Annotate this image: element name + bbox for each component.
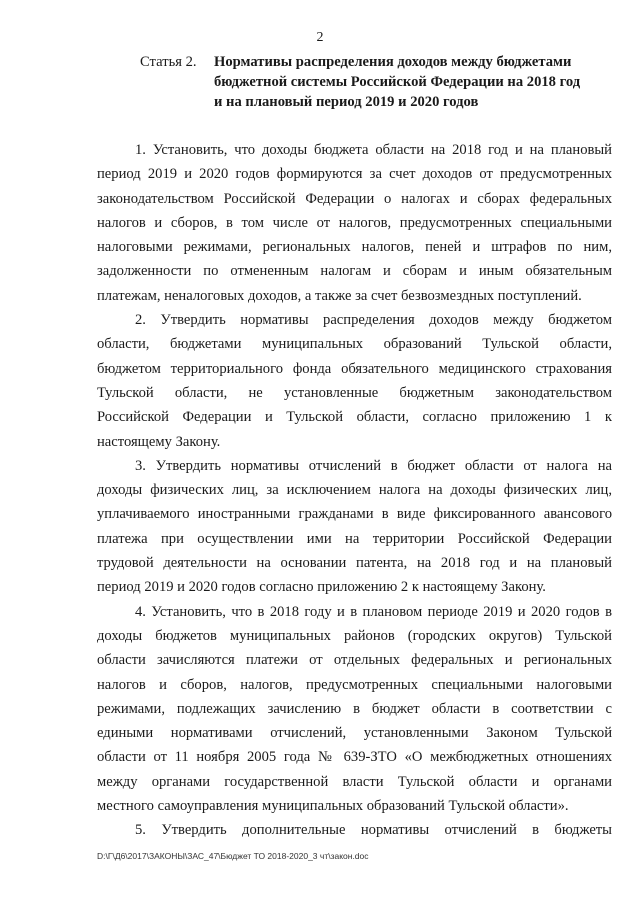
text-line: уплачиваемого иностранными гражданами в виде фиксированного авансового bbox=[97, 506, 612, 523]
text-line: бюджетом территориального фонда обязательного медицинского страхования bbox=[97, 360, 612, 377]
text-line: трудовой деятельности на основании патента, на 2018 год и на плановый bbox=[97, 555, 612, 572]
page-number: 2 bbox=[316, 30, 324, 45]
text-line: 4. Установить, что в 2018 году и в плановом периоде 2019 и 2020 годов в bbox=[135, 603, 612, 620]
paragraph-1 bbox=[97, 138, 612, 308]
text-line: области, бюджетами муниципальных образований Тульской области, bbox=[97, 336, 612, 353]
text-line: 2. Утвердить нормативы распределения доходов между бюджетом bbox=[135, 312, 612, 329]
text-line: настоящему Закону. bbox=[97, 433, 221, 450]
text-line: период 2019 и 2020 годов согласно приложению 2 к настоящему Закону. bbox=[97, 579, 546, 596]
text-line: местного самоуправления муниципальных образований Тульской области». bbox=[97, 798, 569, 815]
text-line: Российской Федерации и Тульской области, согласно приложению 1 к bbox=[97, 409, 612, 426]
text-line: доходы бюджетов муниципальных районов (городских округов) Тульской bbox=[97, 627, 612, 644]
text-line: области от 11 ноября 2005 года № 639-ЗТО «О межбюджетных отношениях bbox=[97, 749, 612, 766]
text-line: между органами государственной власти Тульской области и органами bbox=[97, 773, 612, 790]
article-title bbox=[214, 52, 614, 112]
text-line: 1. Установить, что доходы бюджета области на 2018 год и на плановый bbox=[135, 142, 612, 158]
text-line: едиными нормативами отчислений, установленными Законом Тульской bbox=[97, 725, 612, 742]
paragraph-3 bbox=[97, 454, 612, 600]
paragraph-4 bbox=[97, 600, 612, 819]
text-line: 3. Утвердить нормативы отчислений в бюджет области от налога на bbox=[135, 457, 612, 474]
text-line: области зачисляются платежи от отдельных федеральных и региональных bbox=[97, 652, 612, 669]
text-line: 5. Утвердить дополнительные нормативы отчислений в бюджеты bbox=[135, 822, 612, 839]
text-line: период 2019 и 2020 годов формируются за счет доходов от предусмотренных bbox=[97, 166, 612, 183]
article-title-line: и на плановый период 2019 и 2020 годов bbox=[214, 94, 479, 110]
text-line: налоговыми режимами, региональных налогов, пеней и штрафов по ним, bbox=[97, 239, 612, 256]
text-line: платежам, неналоговых доходов, а также за счет безвозмездных поступлений. bbox=[97, 287, 582, 304]
text-line: налогов и сборов, в том числе от налогов, предусмотренных специальными bbox=[97, 214, 612, 231]
document-body bbox=[97, 138, 612, 843]
article-title-line: Нормативы распределения доходов между бюджетами bbox=[214, 54, 572, 70]
paragraph-5 bbox=[97, 818, 612, 842]
footer-file-path: D:\Г\Д6\2017\ЗАКОНЫ\ЗАС_47\Бюджет ТО 2018-2020_3 чт\закон.doc bbox=[97, 851, 369, 861]
text-line: задолженности по отмененным налогам и сборам и иным обязательным bbox=[97, 263, 612, 280]
text-line: режимами, подлежащих зачислению в бюджет области в соответствии с bbox=[97, 700, 612, 717]
article-title-line: бюджетной системы Российской Федерации на 2018 год bbox=[214, 74, 581, 90]
paragraph-2 bbox=[97, 308, 612, 454]
text-line: Тульской области, не установленные бюджетным законодательством bbox=[97, 384, 612, 401]
text-line: доходы физических лиц, за исключением налога на доходы физических лиц, bbox=[97, 482, 612, 499]
article-label: Статья 2. bbox=[140, 54, 197, 70]
text-line: налогов и сборов, налогов, предусмотренных специальными налоговыми bbox=[97, 676, 612, 693]
text-line: законодательством Российской Федерации о налогах и сборах федеральных bbox=[97, 190, 612, 207]
text-line: платежа при осуществлении ими на территории Российской Федерации bbox=[97, 530, 612, 547]
